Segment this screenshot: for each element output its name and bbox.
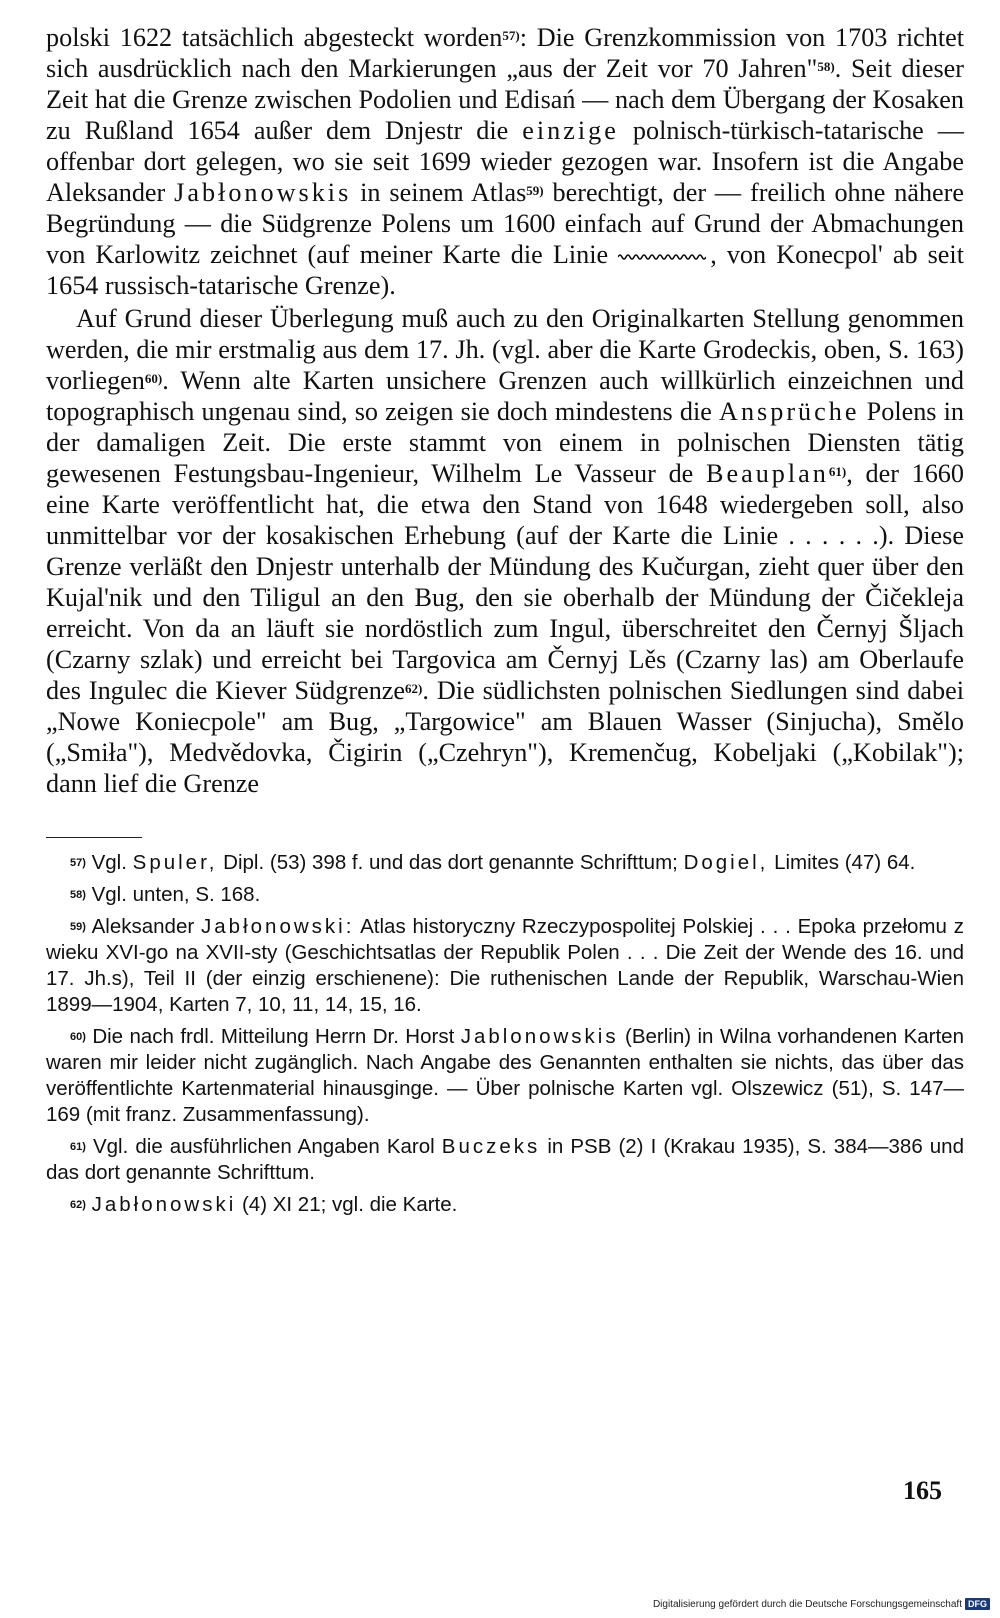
footnote-number: 60) bbox=[70, 1031, 86, 1043]
page-number: 165 bbox=[903, 1476, 942, 1505]
credit-text: Digitalisierung gefördert durch die Deutsche Forschungsgemeinschaft bbox=[652, 1598, 962, 1610]
text: Aleksander bbox=[91, 915, 195, 938]
footnote-57 bbox=[46, 850, 964, 876]
text: berechtigt, der — freilich ohne nähere Begründung — die Südgrenze Polens um 1600 einfach auf Grund der Abmachungen von Karlowitz zeichnet (auf meiner Karte die Linie bbox=[46, 178, 965, 269]
spaced-text: Dogiel, bbox=[683, 851, 769, 874]
text: polski 1622 tatsächlich abgesteckt worden bbox=[46, 23, 503, 52]
spaced-text: Spuler, bbox=[132, 851, 218, 874]
text: Die nach frdl. Mitteilung Herrn Dr. Horst bbox=[92, 1025, 455, 1048]
text: (4) XI 21; vgl. die Karte. bbox=[241, 1193, 458, 1216]
spaced-text: einzige bbox=[522, 116, 619, 145]
text: . Die südlichsten polnischen Siedlungen sind dabei „Nowe Koniecpole" am Bug, „Targowice" am Blauen Wasser (Sinjucha), Smělo („Smiła"), Medvědovka, Čigirin („Czehryn"), Kremenčug, Kobeljaki („Kobilak"); dann lief die Grenze bbox=[46, 676, 964, 798]
footnote-ref-62: 62) bbox=[405, 681, 423, 696]
footnote-ref-60: 60) bbox=[144, 371, 163, 386]
spaced-text: Ansprüche bbox=[719, 397, 860, 426]
footnote-59 bbox=[46, 914, 964, 1018]
text: in seinem Atlas bbox=[360, 178, 527, 207]
text: polnisch-türkisch-tatarische — offenbar dort gelegen, wo sie seit 1699 wieder gezogen war. Insofern ist die Angabe Aleksander bbox=[46, 116, 964, 207]
footnote-number: 57) bbox=[70, 857, 86, 869]
spaced-text: Jabłonowski: bbox=[201, 915, 355, 938]
footnote-number: 59) bbox=[70, 921, 86, 933]
body-text bbox=[46, 22, 964, 799]
footnotes bbox=[46, 850, 964, 1218]
footnote-ref-59: 59) bbox=[526, 183, 544, 198]
text: (Berlin) in Wilna vorhandenen Karten waren mir leider nicht zugänglich. Nach Angabe des Genannten enthalten sie nichts, das über das veröffentlichte Kartenmaterial hinausginge. — Über polnische Karten vgl. Olszewicz (51), S. 147—169 (mit franz. Zusammenfassung). bbox=[46, 1025, 964, 1126]
footnote-divider bbox=[46, 837, 142, 838]
wavy-line-symbol bbox=[618, 251, 706, 263]
spaced-text: Jablonowskis bbox=[460, 1025, 619, 1048]
spaced-text: Jabłonowskis bbox=[174, 178, 352, 207]
paragraph-2 bbox=[46, 303, 964, 799]
footnote-ref-61: 61) bbox=[828, 464, 847, 479]
digitization-credit bbox=[653, 1598, 990, 1610]
text: Limites (47) 64. bbox=[774, 851, 916, 874]
spaced-text: Beauplan bbox=[705, 459, 829, 488]
footnote-ref-58: 58) bbox=[817, 59, 835, 74]
text: in PSB (2) I (Krakau 1935), S. 384—386 und das dort genannte Schrifttum. bbox=[46, 1135, 964, 1184]
text: Polens in der damaligen Zeit. Die erste stammt von einem in polnischen Diensten tätig gewesenen Festungsbau-Ingenieur, Wilhelm Le Vasseur de bbox=[46, 397, 965, 488]
footnote-62 bbox=[46, 1192, 964, 1218]
footnote-60 bbox=[46, 1024, 964, 1128]
spaced-text: Jabłonowski bbox=[91, 1193, 237, 1216]
text: : Die Grenzkommission von 1703 richtet sich ausdrücklich nach den Markierungen „aus der Zeit vor 70 Jahren" bbox=[46, 23, 965, 83]
footnote-ref-57: 57) bbox=[502, 28, 520, 43]
text: Dipl. (53) 398 f. und das dort genannte Schrifttum; bbox=[223, 851, 678, 874]
footnote-58 bbox=[46, 882, 964, 908]
spaced-text: Buczeks bbox=[441, 1135, 541, 1158]
page bbox=[46, 22, 964, 1224]
dfg-logo: DFG bbox=[965, 1598, 990, 1610]
footnote-number: 62) bbox=[70, 1199, 86, 1211]
footnote-number: 58) bbox=[70, 889, 86, 901]
paragraph-1 bbox=[46, 22, 964, 301]
text: Vgl. die ausführlichen Angaben Karol bbox=[92, 1135, 435, 1158]
text: Auf Grund dieser Überlegung muß auch zu den Originalkarten Stellung genommen werden, die mir erstmalig aus dem 17. Jh. (vgl. aber die Karte Grodeckis, oben, S. 163) vorliegen bbox=[46, 304, 964, 395]
footnote-61 bbox=[46, 1134, 964, 1186]
text: , der 1660 eine Karte veröffentlicht hat, die etwa den Stand von 1648 wiedergeben soll, also unmittelbar vor der kosakischen Erhebung (auf der Karte die Linie . . . . . .). Diese Grenze verläßt den Dnjestr unterhalb der Mündung des Kučurgan, zieht quer über den Kujal'nik und den Tiligul an den Bug, den sie oberhalb der Mündung der Čičekleja erreicht. Von da an läuft sie nordöstlich zum Ingul, überschreitet den Černyj Šljach (Czarny szlak) und erreicht bei Targovica am Černyj Lěs (Czarny las) am Oberlaufe des Ingulec die Kiever Südgrenze bbox=[46, 459, 964, 705]
text: . Wenn alte Karten unsichere Grenzen auch willkürlich einzeichnen und topographisch ungenau sind, so zeigen sie doch mindestens die bbox=[46, 366, 964, 426]
footnote-number: 61) bbox=[70, 1141, 86, 1153]
text: Vgl. bbox=[91, 851, 127, 874]
text: Vgl. unten, S. 168. bbox=[91, 883, 261, 906]
text: . Seit dieser Zeit hat die Grenze zwischen Podolien und Edisań — nach dem Übergang der Kosaken zu Rußland 1654 außer dem Dnjestr die bbox=[46, 54, 964, 145]
text: Atlas historyczny Rzeczypospolitej Polskiej . . . Epoka przełomu z wieku XVI-go na XVII-sty (Geschichtsatlas der Republik Polen . . . Die Zeit der Wende des 16. und 17. Jh.s), Teil II (der einzig erschienene): Die ruthenischen Lande der Republik, Warschau-Wien 1899—1904, Karten 7, 10, 11, 14, 15, 16. bbox=[46, 915, 964, 1016]
text: , von Konecpol' ab seit 1654 russisch-tatarische Grenze). bbox=[46, 240, 964, 300]
